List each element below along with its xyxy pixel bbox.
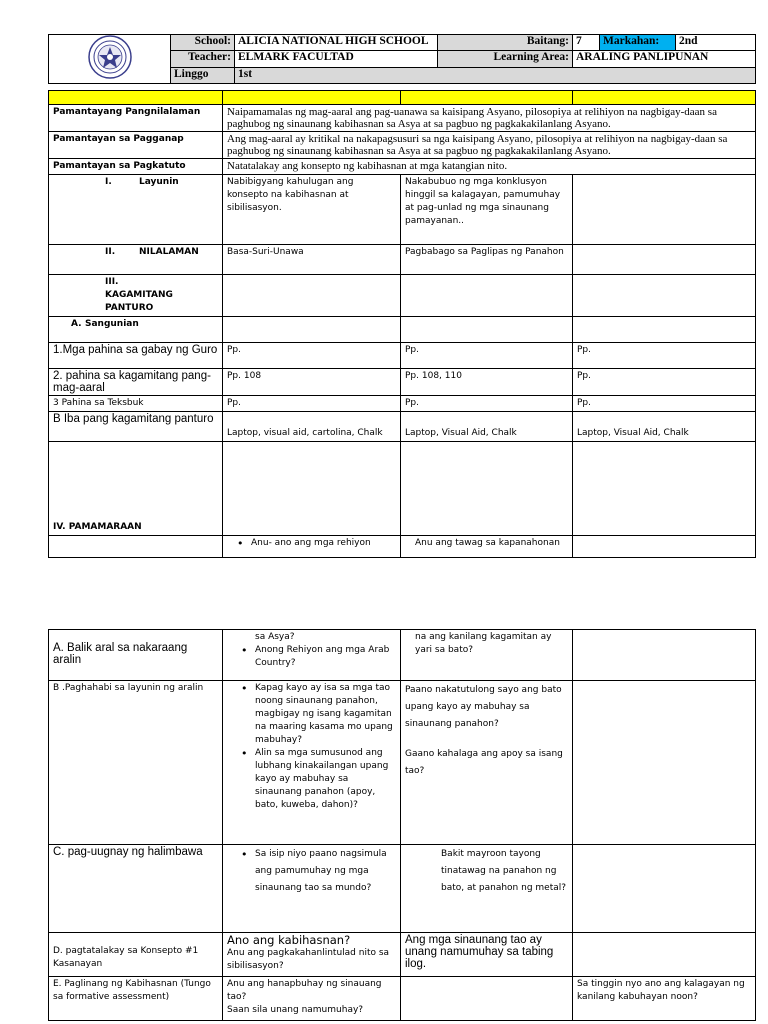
content-label: II. NILALAMAN [49, 245, 223, 275]
lesson-plan-table-continued [48, 629, 756, 1021]
review-row [49, 630, 756, 681]
content-day3 [573, 245, 756, 275]
purpose-day2: Paano nakatutulong sayo ang bato upang kayo ay mabuhay sa sinaunang panahon? Gaano kahalaga ang apoy sa isang tao? [401, 681, 573, 845]
content-row [49, 245, 756, 275]
other-materials-day3: Laptop, Visual Aid, Chalk [573, 412, 756, 442]
review-day1: sa Asya? • Anong Rehiyon ang mga Arab Country? [223, 630, 401, 681]
teacher-guide-label: 1.Mga pahina sa gabay ng Guro [49, 343, 223, 369]
review-label: A. Balik aral sa nakaraang aralin [49, 630, 223, 681]
objectives-label: I. Layunin [49, 175, 223, 245]
learner-material-day1: Pp. 108 [223, 369, 401, 396]
other-materials-day1: Laptop, visual aid, cartolina, Chalk [223, 412, 401, 442]
deped-seal-icon [88, 35, 132, 79]
header-table [48, 34, 756, 84]
learner-material-label: 2. pahina sa kagamitang pang-mag-aaral [49, 369, 223, 396]
content-day2: Pagbabago sa Paglipas ng Panahon [401, 245, 573, 275]
week-value: 1st [235, 67, 756, 83]
objectives-day3 [573, 175, 756, 245]
textbook-day3: Pp. [573, 396, 756, 412]
list-item: • Kapag kayo ay isa sa mga tao noong sinaunang panahon, magbigay ng isang kagamitan na maaring kasama mo upang mabuhay? [241, 682, 396, 747]
examples-label: C. pag-uugnay ng halimbawa [49, 845, 223, 933]
learner-material-day2: Pp. 108, 110 [401, 369, 573, 396]
area-value: ARALING PANLIPUNAN [573, 51, 756, 67]
performance-standard-label: Pamantayan sa Pagganap [49, 132, 223, 159]
other-materials-row [49, 412, 756, 442]
performance-standard-text: Ang mag-aaral ay kritikal na nakapagsusuri sa nga kaisipang Asyano, pilosopiya at relihiyon na nagbigay-daan sa paghubog ng sinaunang kabihasnan sa Asya at sa pagbuo ng pagkakakilanlang Asyano. [223, 132, 756, 159]
teacher-guide-day1: Pp. [223, 343, 401, 369]
list-item: • Alin sa mga sumusunod ang lubhang kinakailangan upang kayo ay mabuhay sa sinaunang panahon (apoy, bato, kuweba, dahon)? [241, 747, 396, 812]
teacher-guide-day2: Pp. [401, 343, 573, 369]
procedure-label: IV. PAMAMARAAN [49, 442, 223, 536]
references-label: A. Sangunian [49, 317, 223, 343]
quarter-value: 2nd [676, 35, 756, 51]
learner-material-row [49, 369, 756, 396]
examples-day2: Bakit mayroon tayong tinatawag na panahon ng bato, at panahon ng metal? [401, 845, 573, 933]
quarter-label: Markahan: [600, 35, 676, 51]
list-item: • Sa isip niyo paano nagsimula ang pamumuhay ng mga sinaunang tao sa mundo? [241, 846, 396, 897]
discussion-row [49, 933, 756, 977]
area-label: Learning Area: [438, 51, 573, 67]
textbook-day2: Pp. [401, 396, 573, 412]
content-day1: Basa-Suri-Unawa [223, 245, 401, 275]
teacher-value: ELMARK FACULTAD [235, 51, 438, 67]
purpose-day1 [223, 681, 401, 845]
grade-label: Baitang: [438, 35, 573, 51]
procedure-day1 [223, 536, 401, 558]
textbook-day1: Pp. [223, 396, 401, 412]
teacher-guide-day3: Pp. [573, 343, 756, 369]
discussion-label: D. pagtatalakay sa Konsepto #1 Kasanayan [49, 933, 223, 977]
week-label: Linggo [171, 67, 235, 83]
school-value: ALICIA NATIONAL HIGH SCHOOL [235, 35, 438, 51]
other-materials-label: B Iba pang kagamitang panturo [49, 412, 223, 442]
procedure-sub-row [49, 536, 756, 558]
materials-label: III.KAGAMITANG PANTURO [49, 275, 223, 317]
purpose-label: B .Paghahabi sa layunin ng aralin [49, 681, 223, 845]
objectives-day2: Nakabubuo ng mga konklusyon hinggil sa kalagayan, pamumuhay at pag-unlad ng mga sinaunang pamayanan.. [401, 175, 573, 245]
purpose-row [49, 681, 756, 845]
procedure-row [49, 442, 756, 536]
learning-standard-text: Natatalakay ang konsepto ng kabihasnan at mga katangian nito. [223, 159, 756, 175]
references-row [49, 317, 756, 343]
teacher-label: Teacher: [171, 51, 235, 67]
procedure-day2: Anu ang tawag sa kapanahonan [401, 536, 573, 558]
grade-value: 7 [573, 35, 600, 51]
materials-row [49, 275, 756, 317]
mastery-day3: Sa tinggin nyo ano ang kalagayan ng kanilang kabuhayan noon? [573, 977, 756, 1021]
learner-material-day3: Pp. [573, 369, 756, 396]
objectives-row [49, 175, 756, 245]
textbook-row [49, 396, 756, 412]
performance-standard-row [49, 132, 756, 159]
school-label: School: [171, 35, 235, 51]
learning-standard-row [49, 159, 756, 175]
teacher-guide-row [49, 343, 756, 369]
list-item: • Anu- ano ang mga rehiyon [237, 537, 396, 550]
objectives-day1: Nabibigyang kahulugan ang konsepto na kabihasnan at sibilisasyon. [223, 175, 401, 245]
list-item: • Anong Rehiyon ang mga Arab Country? [241, 644, 396, 670]
discussion-day1: Ano ang kabihasnan? Anu ang pagkakahanlintulad nito sa sibilisasyon? [223, 933, 401, 977]
yellow-header-row [49, 91, 756, 105]
review-day2: na ang kanilang kagamitan ay yari sa bato? [401, 630, 573, 681]
content-standard-label: Pamantayang Pangnilalaman [49, 105, 223, 132]
other-materials-day2: Laptop, Visual Aid, Chalk [401, 412, 573, 442]
content-standard-text: Naipamamalas ng mag-aaral ang pag-uanawa sa kaisipang Asyano, pilosopiya at relihiyon na nagbigay-daan sa paghubog ng sinaunang kabihasnan sa Asya at sa pagbuo ng pagkakakilanlang Asyano. [223, 105, 756, 132]
logo-cell [49, 35, 171, 84]
examples-day1 [223, 845, 401, 933]
examples-row [49, 845, 756, 933]
learning-standard-label: Pamantayan sa Pagkatuto [49, 159, 223, 175]
lesson-plan-table [48, 90, 756, 558]
mastery-day1: Anu ang hanapbuhay ng sinauang tao? Saan sila unang namumuhay? [223, 977, 401, 1021]
mastery-label: E. Paglinang ng Kabihasnan (Tungo sa formative assessment) [49, 977, 223, 1021]
textbook-label: 3 Pahina sa Teksbuk [49, 396, 223, 412]
mastery-row [49, 977, 756, 1021]
discussion-day2: Ang mga sinaunang tao ay unang namumuhay sa tabing ilog. [401, 933, 573, 977]
content-standard-row [49, 105, 756, 132]
